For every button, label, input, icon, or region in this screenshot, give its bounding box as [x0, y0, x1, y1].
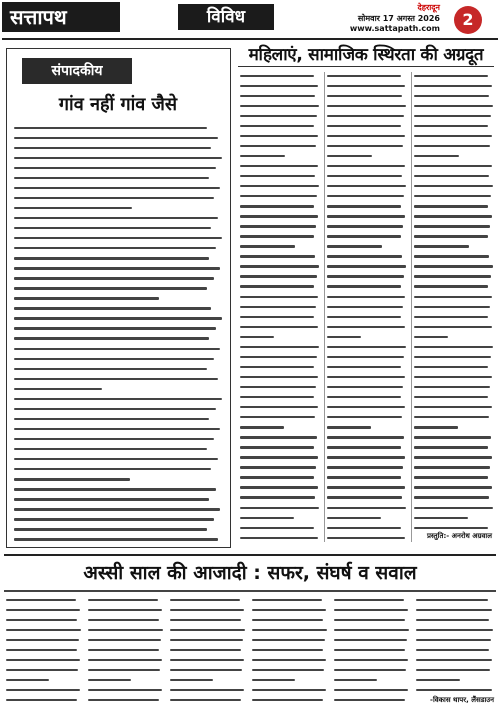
text-line [170, 669, 246, 677]
text-line [327, 416, 407, 424]
text-line [252, 689, 328, 697]
edition-city: देहरादून [417, 3, 440, 12]
text-line [240, 105, 320, 113]
text-line [6, 679, 82, 687]
text-line [327, 426, 407, 434]
text-line [327, 446, 407, 454]
text-line [14, 337, 224, 345]
text-line [414, 386, 494, 394]
bottom-column-1 [6, 596, 82, 706]
text-line [240, 205, 320, 213]
text-line [240, 265, 320, 273]
text-line [327, 346, 407, 354]
text-line [14, 157, 224, 165]
text-line [6, 609, 82, 617]
text-line [240, 436, 320, 444]
text-line [414, 215, 494, 223]
text-line [14, 227, 224, 235]
text-line [14, 177, 224, 185]
text-line [414, 125, 494, 133]
text-line [414, 285, 494, 293]
text-line [240, 356, 320, 364]
bottom-column-2 [88, 596, 164, 706]
website-url: www.sattapath.com [349, 24, 440, 33]
text-line [327, 326, 407, 334]
text-line [334, 669, 410, 677]
text-line [327, 356, 407, 364]
text-line [6, 619, 82, 627]
text-line [414, 456, 494, 464]
text-line [14, 247, 224, 255]
text-line [327, 235, 407, 243]
text-line [14, 217, 224, 225]
text-line [327, 507, 407, 515]
article-author: प्रस्तुति:- अनरोध अग्रवाल [426, 532, 492, 540]
text-line [327, 486, 407, 494]
text-line [240, 336, 320, 344]
text-line [170, 689, 246, 697]
text-line [252, 669, 328, 677]
text-line [327, 115, 407, 123]
text-line [14, 307, 224, 315]
text-line [414, 466, 494, 474]
text-line [327, 265, 407, 273]
text-line [334, 619, 410, 627]
text-line [14, 488, 224, 496]
text-line [14, 147, 224, 155]
title-rule [4, 590, 496, 592]
text-line [240, 507, 320, 515]
text-line [240, 135, 320, 143]
text-line [327, 436, 407, 444]
text-line [14, 127, 224, 135]
text-line [14, 528, 224, 536]
text-line [14, 187, 224, 195]
text-line [414, 396, 494, 404]
text-line [252, 619, 328, 627]
text-line [327, 105, 407, 113]
text-line [240, 386, 320, 394]
text-line [414, 105, 494, 113]
text-line [14, 237, 224, 245]
page-number-badge: 2 [454, 6, 482, 34]
text-line [240, 225, 320, 233]
masthead [2, 2, 498, 40]
text-line [414, 255, 494, 263]
text-line [327, 145, 407, 153]
text-line [6, 659, 82, 667]
text-line [327, 195, 407, 203]
text-line [327, 306, 407, 314]
text-line [414, 225, 494, 233]
text-line [414, 436, 494, 444]
text-line [240, 235, 320, 243]
text-line [88, 609, 164, 617]
editorial-body [14, 124, 224, 544]
text-line [327, 285, 407, 293]
text-line [414, 306, 494, 314]
text-line [414, 336, 494, 344]
text-line [14, 448, 224, 456]
text-line [416, 659, 494, 667]
column-divider [411, 72, 412, 542]
text-line [327, 476, 407, 484]
text-line [88, 639, 164, 647]
issue-date: सोमवार 17 अगस्त 2026 [357, 14, 440, 23]
text-line [327, 336, 407, 344]
text-line [240, 396, 320, 404]
text-line [88, 619, 164, 627]
text-line [240, 95, 320, 103]
text-line [14, 508, 224, 516]
text-line [327, 175, 407, 183]
text-line [414, 135, 494, 143]
text-line [414, 446, 494, 454]
text-line [14, 368, 224, 376]
text-line [14, 468, 224, 476]
text-line [252, 679, 328, 687]
article-column-2 [327, 72, 407, 542]
text-line [240, 376, 320, 384]
text-line [14, 257, 224, 265]
text-line [414, 507, 494, 515]
text-line [327, 296, 407, 304]
text-line [240, 466, 320, 474]
text-line [416, 639, 494, 647]
text-line [14, 418, 224, 426]
text-line [240, 446, 320, 454]
text-line [414, 486, 494, 494]
text-line [6, 599, 82, 607]
text-line [334, 659, 410, 667]
text-line [240, 75, 320, 83]
text-line [414, 296, 494, 304]
column-divider [324, 72, 325, 542]
text-line [334, 639, 410, 647]
text-line [327, 205, 407, 213]
text-line [327, 165, 407, 173]
text-line [327, 496, 407, 504]
text-line [88, 669, 164, 677]
text-line [170, 629, 246, 637]
text-line [416, 649, 494, 657]
text-line [327, 245, 407, 253]
text-line [414, 235, 494, 243]
text-line [334, 609, 410, 617]
bottom-column-6 [416, 596, 494, 694]
text-line [240, 416, 320, 424]
text-line [416, 629, 494, 637]
text-line [14, 137, 224, 145]
text-line [14, 277, 224, 285]
editorial-label: संपादकीय [22, 58, 132, 84]
text-line [14, 388, 224, 396]
text-line [414, 165, 494, 173]
text-line [327, 255, 407, 263]
text-line [414, 366, 494, 374]
text-line [327, 125, 407, 133]
text-line [327, 406, 407, 414]
text-line [6, 699, 82, 706]
text-line [240, 145, 320, 153]
section-divider [4, 554, 496, 556]
text-line [414, 406, 494, 414]
text-line [327, 466, 407, 474]
text-line [414, 185, 494, 193]
text-line [14, 438, 224, 446]
text-line [416, 609, 494, 617]
text-line [240, 537, 320, 542]
text-line [414, 245, 494, 253]
text-line [14, 348, 224, 356]
text-line [170, 609, 246, 617]
text-line [416, 619, 494, 627]
text-line [414, 426, 494, 434]
text-line [240, 496, 320, 504]
text-line [327, 185, 407, 193]
text-line [240, 306, 320, 314]
text-line [14, 538, 224, 544]
text-line [252, 629, 328, 637]
text-line [88, 689, 164, 697]
text-line [327, 376, 407, 384]
text-line [88, 599, 164, 607]
text-line [334, 629, 410, 637]
text-line [416, 689, 494, 694]
text-line [414, 275, 494, 283]
text-line [240, 426, 320, 434]
text-line [14, 518, 224, 526]
text-line [14, 428, 224, 436]
text-line [14, 378, 224, 386]
text-line [14, 327, 224, 335]
text-line [240, 215, 320, 223]
text-line [170, 619, 246, 627]
text-line [240, 245, 320, 253]
text-line [252, 699, 328, 706]
text-line [414, 265, 494, 273]
text-line [414, 175, 494, 183]
text-line [240, 125, 320, 133]
text-line [170, 679, 246, 687]
text-line [14, 458, 224, 466]
text-line [240, 275, 320, 283]
text-line [240, 346, 320, 354]
text-line [170, 599, 246, 607]
text-line [327, 366, 407, 374]
text-line [88, 699, 164, 706]
text-line [327, 396, 407, 404]
text-line [327, 85, 407, 93]
text-line [14, 498, 224, 506]
text-line [414, 416, 494, 424]
text-line [334, 599, 410, 607]
text-line [14, 478, 224, 486]
text-line [14, 398, 224, 406]
text-line [327, 215, 407, 223]
text-line [6, 639, 82, 647]
text-line [6, 629, 82, 637]
text-line [414, 476, 494, 484]
text-line [327, 517, 407, 525]
text-line [240, 185, 320, 193]
bottom-column-5 [334, 596, 410, 706]
bottom-article-title: अस्सी साल की आजादी : सफर, संघर्ष व सवाल [83, 562, 417, 584]
text-line [88, 659, 164, 667]
article-column-3 [414, 72, 494, 530]
text-line [414, 356, 494, 364]
text-line [88, 649, 164, 657]
text-line [170, 699, 246, 706]
text-line [170, 639, 246, 647]
text-line [416, 599, 494, 607]
text-line [88, 629, 164, 637]
text-line [414, 95, 494, 103]
text-line [327, 155, 407, 163]
text-line [414, 195, 494, 203]
text-line [240, 486, 320, 494]
bottom-column-4 [252, 596, 328, 706]
text-line [414, 496, 494, 504]
text-line [14, 297, 224, 305]
text-line [14, 267, 224, 275]
text-line [240, 517, 320, 525]
text-line [240, 285, 320, 293]
text-line [416, 679, 494, 687]
text-line [240, 85, 320, 93]
text-line [327, 75, 407, 83]
article-column-1 [240, 72, 320, 542]
text-line [240, 527, 320, 535]
text-line [414, 346, 494, 354]
text-line [14, 408, 224, 416]
text-line [334, 649, 410, 657]
text-line [240, 195, 320, 203]
text-line [240, 115, 320, 123]
text-line [14, 207, 224, 215]
text-line [240, 476, 320, 484]
text-line [14, 197, 224, 205]
text-line [14, 317, 224, 325]
text-line [252, 639, 328, 647]
text-line [414, 205, 494, 213]
section-label: विविध [178, 4, 274, 30]
text-line [240, 406, 320, 414]
text-line [414, 145, 494, 153]
text-line [6, 649, 82, 657]
text-line [414, 527, 494, 530]
text-line [327, 95, 407, 103]
text-line [414, 517, 494, 525]
text-line [327, 456, 407, 464]
text-line [414, 75, 494, 83]
text-line [6, 669, 82, 677]
text-line [6, 689, 82, 697]
text-line [414, 316, 494, 324]
text-line [414, 155, 494, 163]
text-line [327, 316, 407, 324]
bottom-column-3 [170, 596, 246, 706]
bottom-author: -विकास थापर, लैंसडाउन [430, 696, 494, 704]
text-line [416, 669, 494, 677]
text-line [327, 275, 407, 283]
text-line [252, 649, 328, 657]
text-line [327, 135, 407, 143]
text-line [240, 255, 320, 263]
editorial-title: गांव नहीं गांव जैसे [58, 94, 178, 115]
brand-logo: सत्तापथ [2, 2, 120, 32]
text-line [414, 376, 494, 384]
text-line [414, 85, 494, 93]
article-title: महिलाएं, सामाजिक स्थिरता की अग्रदूत [248, 45, 484, 65]
text-line [252, 609, 328, 617]
text-line [414, 326, 494, 334]
text-line [170, 649, 246, 657]
text-line [327, 386, 407, 394]
text-line [240, 155, 320, 163]
text-line [414, 115, 494, 123]
text-line [240, 165, 320, 173]
text-line [334, 679, 410, 687]
text-line [240, 366, 320, 374]
text-line [14, 358, 224, 366]
text-line [240, 326, 320, 334]
text-line [240, 175, 320, 183]
text-line [252, 599, 328, 607]
text-line [170, 659, 246, 667]
text-line [14, 167, 224, 175]
text-line [327, 225, 407, 233]
text-line [240, 296, 320, 304]
text-line [240, 456, 320, 464]
text-line [252, 659, 328, 667]
article-rule [238, 66, 494, 67]
text-line [240, 316, 320, 324]
text-line [88, 679, 164, 687]
text-line [14, 287, 224, 295]
